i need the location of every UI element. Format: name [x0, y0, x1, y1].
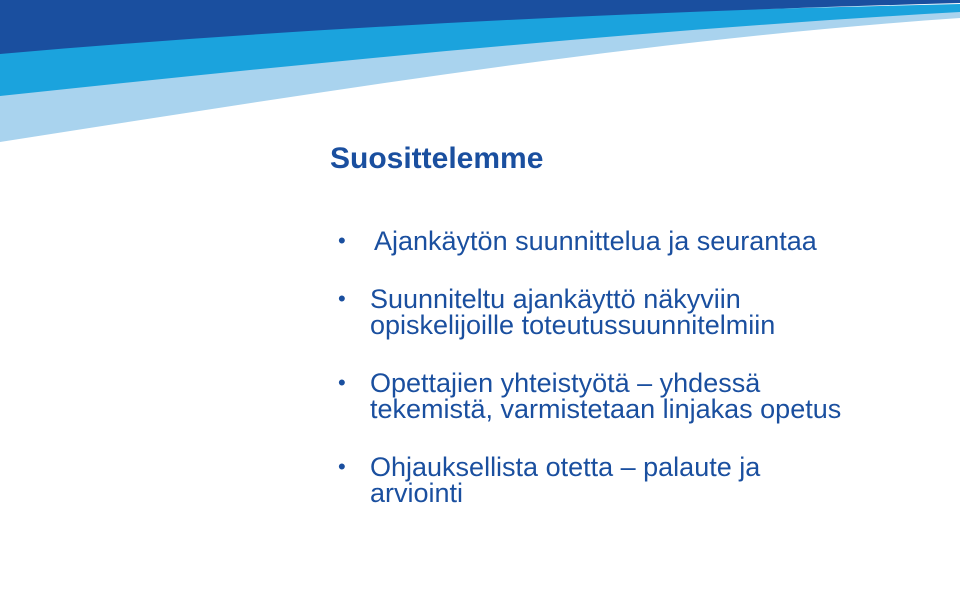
bullet-icon: • — [338, 454, 346, 479]
bullet-item — [336, 370, 856, 422]
bullet-text: Ajankäytön suunnittelua ja seurantaa — [374, 226, 817, 256]
bullet-text: Ohjauksellista otetta – palaute ja arviointi — [370, 452, 761, 508]
bullet-icon: • — [338, 286, 346, 311]
bullet-list — [336, 228, 856, 538]
bullet-text: Opettajien yhteistyötä – yhdessä tekemistä, varmistetaan linjakas opetus — [370, 368, 842, 424]
header-swoosh-decoration — [0, 0, 960, 150]
bullet-item — [336, 454, 856, 506]
bullet-icon: • — [338, 370, 346, 395]
bullet-item — [336, 286, 856, 338]
bullet-item — [336, 228, 856, 254]
bullet-text: Suunniteltu ajankäyttö näkyviin opiskelijoille toteutussuunnitelmiin — [370, 284, 776, 340]
slide-title: Suosittelemme — [330, 142, 544, 175]
bullet-icon: • — [338, 228, 346, 253]
